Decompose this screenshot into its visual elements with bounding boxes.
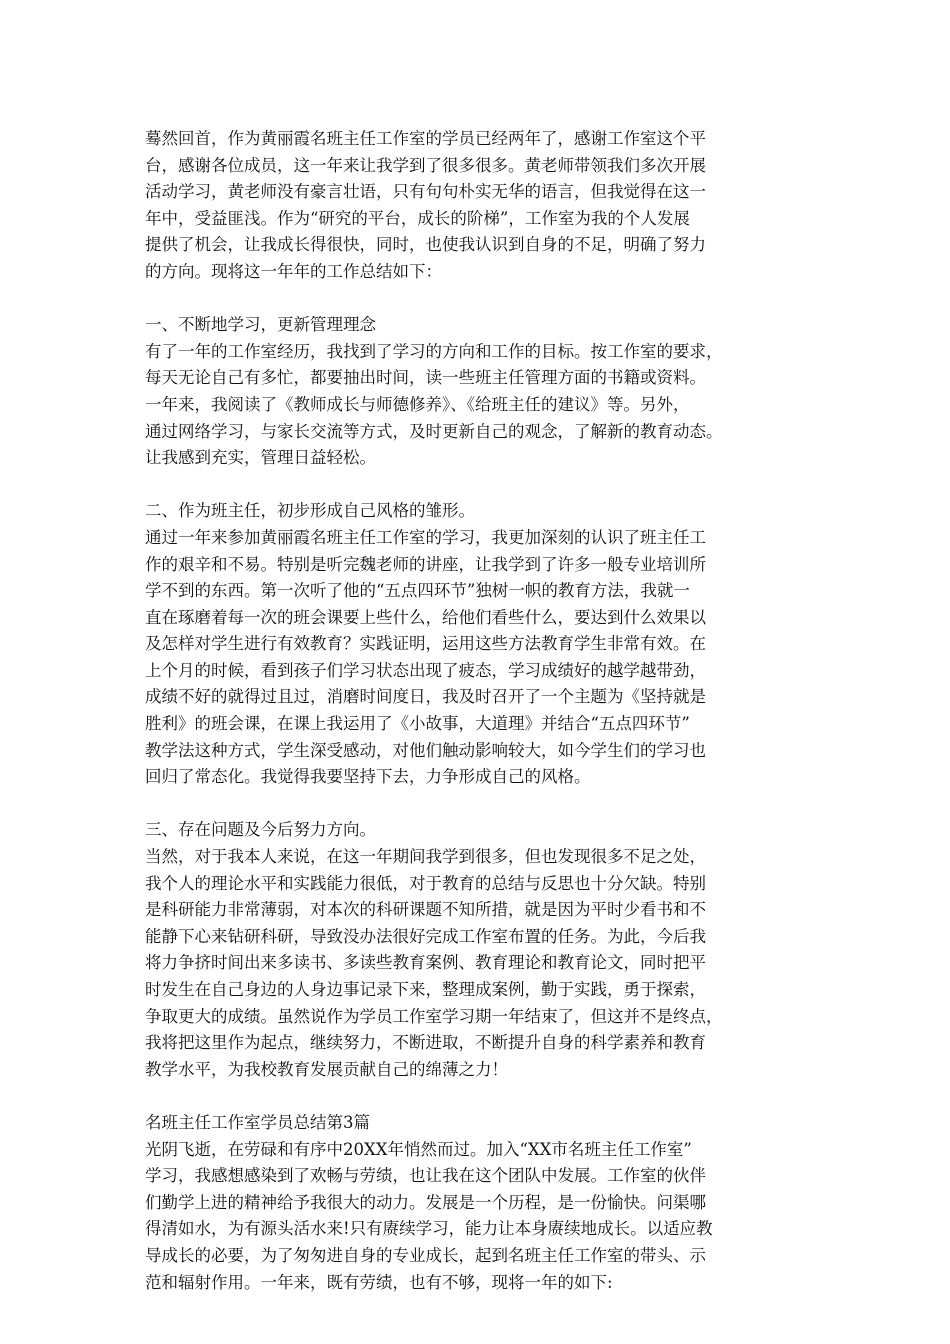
paragraph-gap — [145, 791, 815, 818]
text-line: 一、不断地学习，更新管理理念 — [145, 315, 376, 335]
text-line: 当然，对于我本人来说，在这一年期间我学到很多，但也发现很多不足之处， — [145, 847, 706, 867]
text-line: 让我感到充实，管理日益轻松。 — [145, 448, 376, 468]
text-line: 时发生在自己身边的人身边事记录下来，整理成案例，勤于实践，勇于探索， — [145, 980, 706, 999]
text-line: 我将把这里作为起点，继续努力，不断进取，不断提升自身的科学素养和教育 — [145, 1033, 706, 1053]
text-line: 范和辐射作用。一年来，既有劳绩，也有不够，现将一年的如下: — [145, 1272, 613, 1292]
text-line: 每天无论自己有多忙，都要抽出时间，读一些班主任管理方面的书籍或资料。 — [145, 368, 706, 388]
paragraph-gap — [145, 1083, 815, 1110]
text-line: 的方向。现将这一年年的工作总结如下： — [145, 261, 442, 281]
text-line: 争取更大的成绩。虽然说作为学员工作室学习期一年结束了，但这并不是终点， — [145, 1006, 723, 1026]
text-line: 通过一年来参加黄丽霞名班主任工作室的学习，我更加深刻的认识了班主任工 — [145, 527, 706, 547]
text-line: 回归了常态化。我觉得我要坚持下去，力争形成自己的风格。 — [145, 767, 591, 787]
text-line: 名班主任工作室学员总结第3篇 — [145, 1112, 370, 1132]
text-line: 二、作为班主任，初步形成自己风格的雏形。 — [145, 501, 475, 521]
text-line: 通过网络学习，与家长交流等方式，及时更新自己的观念，了解新的教育动态。 — [145, 421, 723, 441]
text-line: 教学水平，为我校教育发展贡献自己的绵薄之力！ — [145, 1059, 508, 1079]
text-line: 成绩不好的就得过且过，消磨时间度日，我及时召开了一个主题为《坚持就是 — [145, 687, 706, 707]
text-line: 台，感谢各位成员，这一年来让我学到了很多很多。黄老师带领我们多次开展 — [145, 155, 706, 175]
text-line: 上个月的时候，看到孩子们学习状态出现了疲态，学习成绩好的越学越带劲， — [145, 660, 706, 680]
text-line: 学习，我感想感染到了欢畅与劳绩，也让我在这个团队中发展。工作室的伙伴 — [145, 1166, 706, 1186]
text-line: 一年来，我阅读了《教师成长与师德修养》、《给班主任的建议》等。另外， — [145, 394, 690, 414]
text-line: 将力争挤时间出来多读书、多读些教育案例、教育理论和教育论文，同时把平 — [145, 953, 706, 973]
text-line: 蓦然回首，作为黄丽霞名班主任工作室的学员已经两年了，感谢工作室这个平 — [145, 129, 706, 148]
paragraph — [145, 817, 815, 1083]
text-line: 学不到的东西。第一次听了他的“五点四环节”独树一帜的教育方法，我就一 — [145, 581, 690, 601]
text-line: 提供了机会，让我成长得很快，同时，也使我认识到自身的不足，明确了努力 — [145, 235, 706, 255]
paragraph — [145, 312, 815, 472]
text-line: 光阴飞逝，在劳碌和有序中20XX年悄然而过。加入“XX市名班主任工作室” — [145, 1139, 692, 1159]
paragraph-gap — [145, 472, 815, 499]
text-line: 教学法这种方式，学生深受感动，对他们触动影响较大，如今学生们的学习也 — [145, 740, 706, 760]
text-line: 及怎样对学生进行有效教育？实践证明，运用这些方法教育学生非常有效。在 — [145, 634, 706, 654]
paragraph — [145, 126, 815, 286]
text-line: 直在琢磨着每一次的班会课要上些什么，给他们看些什么，要达到什么效果以 — [145, 607, 706, 627]
text-line: 们勤学上进的精神给予我很大的动力。发展是一个历程，是一份愉快。问渠哪 — [145, 1192, 706, 1212]
text-line: 活动学习，黄老师没有豪言壮语，只有句句朴实无华的语言，但我觉得在这一 — [145, 182, 706, 202]
text-line: 得清如水，为有源头活水来!只有赓续学习，能力让本身赓续地成长。以适应教 — [145, 1219, 713, 1239]
paragraph — [145, 1110, 815, 1296]
document-page — [145, 126, 815, 1296]
text-line: 胜利》的班会课，在课上我运用了《小故事，大道理》并结合“五点四环节” — [145, 714, 690, 734]
paragraph-gap — [145, 286, 815, 313]
paragraph — [145, 498, 815, 791]
text-line: 有了一年的工作室经历，我找到了学习的方向和工作的目标。按工作室的要求， — [145, 341, 723, 361]
text-line: 作的艰辛和不易。特别是听完魏老师的讲座，让我学到了许多一般专业培训所 — [145, 554, 706, 574]
text-line: 导成长的必要，为了匆匆进自身的专业成长，起到名班主任工作室的带头、示 — [145, 1245, 706, 1265]
text-line: 能静下心来钻研科研，导致没办法很好完成工作室布置的任务。为此，今后我 — [145, 926, 706, 946]
text-line: 是科研能力非常薄弱，对本次的科研课题不知所措，就是因为平时少看书和不 — [145, 900, 706, 920]
text-line: 三、存在问题及今后努力方向。 — [145, 820, 376, 840]
text-line: 我个人的理论水平和实践能力很低，对于教育的总结与反思也十分欠缺。特别 — [145, 873, 706, 893]
text-line: 年中，受益匪浅。作为“研究的平台，成长的阶梯”，工作室为我的个人发展 — [145, 208, 690, 228]
